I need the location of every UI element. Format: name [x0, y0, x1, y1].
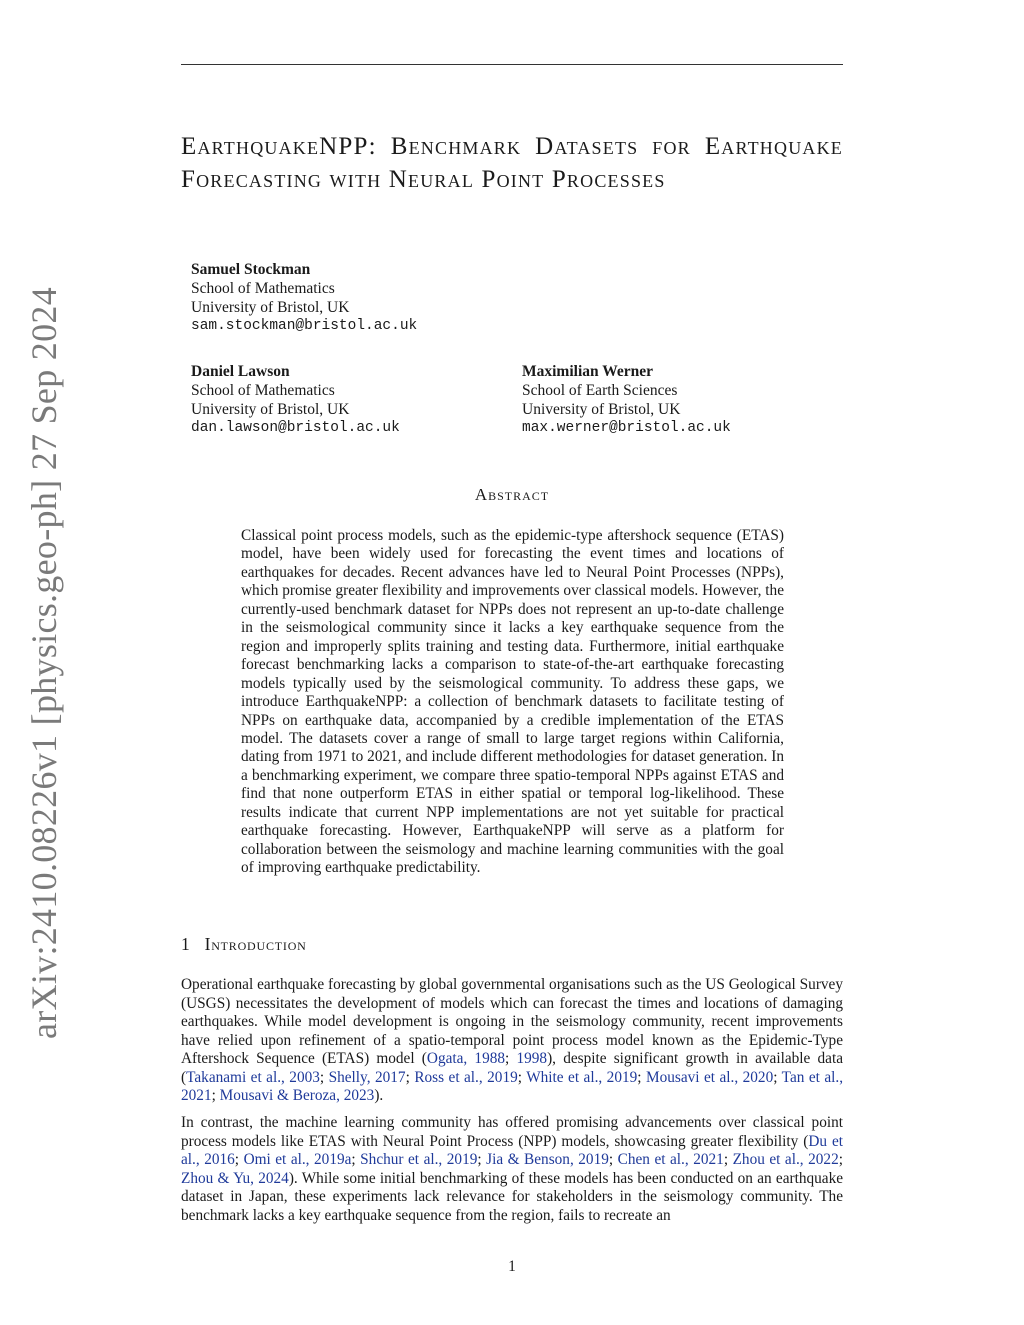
section-number: 1: [181, 934, 191, 954]
citation-separator: ;: [517, 1068, 527, 1086]
paragraph-text: In contrast, the machine learning community has offered promising advancements over classical point process models like ETAS with Neural Point Process (NPP) models, showcasing greater flexibility (: [181, 1114, 843, 1150]
citation-separator: ;: [838, 1151, 843, 1168]
citation-link[interactable]: Ogata, 1988: [426, 1050, 506, 1067]
author-email[interactable]: max.werner@bristol.ac.uk: [522, 420, 731, 436]
citation-link[interactable]: Du et al., 2016: [181, 1132, 843, 1168]
citation-separator: ;: [637, 1068, 646, 1086]
paragraph-text: ), despite significant growth in available data (: [181, 1050, 843, 1086]
author-affiliation: University of Bristol, UK: [191, 299, 350, 316]
citation-link[interactable]: Mousavi et al., 2020: [646, 1068, 774, 1086]
citation-separator: ;: [773, 1068, 782, 1086]
citation-link[interactable]: Jia & Benson, 2019: [486, 1151, 609, 1168]
citation-link[interactable]: Shchur et al., 2019: [360, 1151, 478, 1168]
citation-link[interactable]: Ross et al., 2019: [414, 1068, 518, 1086]
author-block: [191, 260, 417, 336]
citation-link[interactable]: Chen et al., 2021: [617, 1151, 724, 1168]
paragraph-text: Operational earthquake forecasting by global governmental organisations such as the US Geological Survey (USGS) necessitates the development of models which can forecast the times and locations of damaging earthquakes. While model development is ongoing in the seismology community, recent improvements have relied upon refinement of a spatio-temporal point process model known as the Epidemic-Type Aftershock Sequence (ETAS) model (: [181, 976, 843, 1067]
author-name: Samuel Stockman: [191, 261, 311, 278]
citation-link[interactable]: Takanami et al., 2003: [186, 1068, 320, 1086]
section-heading: [181, 934, 307, 955]
citation-separator: ;: [319, 1068, 329, 1086]
citation-link[interactable]: Tan et al., 2021: [181, 1068, 844, 1104]
author-affiliation: University of Bristol, UK: [522, 401, 681, 418]
author-affiliation: University of Bristol, UK: [191, 401, 350, 418]
author-block: [191, 362, 400, 438]
citation-separator: ;: [477, 1151, 487, 1168]
arxiv-identifier-text[interactable]: arXiv:2410.08226v1 [physics.geo-ph] 27 Sep 2024: [24, 286, 64, 1040]
citation-link[interactable]: Mousavi & Beroza, 2023: [219, 1087, 375, 1104]
author-department: School of Mathematics: [191, 382, 335, 399]
abstract-heading: Abstract: [474, 485, 550, 504]
citation-separator: ;: [405, 1068, 415, 1086]
section-title: Introduction: [204, 934, 307, 954]
author-department: School of Mathematics: [191, 280, 335, 297]
citation-separator: ;: [608, 1151, 618, 1168]
intro-paragraph: [181, 1114, 843, 1225]
citation-link[interactable]: Omi et al., 2019a: [243, 1151, 352, 1168]
citation-separator: ;: [211, 1087, 220, 1104]
citation-separator: ;: [351, 1151, 361, 1168]
author-name: Maximilian Werner: [522, 363, 654, 380]
author-email[interactable]: sam.stockman@bristol.ac.uk: [191, 318, 418, 334]
paper-title: EarthquakeNPP: Benchmark Datasets for Earthquake Forecasting with Neural Point Processes: [181, 133, 843, 193]
citation-link[interactable]: Shelly, 2017: [328, 1068, 406, 1086]
citation-link[interactable]: Zhou & Yu, 2024: [181, 1169, 289, 1187]
paragraph-text: ). While some initial benchmarking of these models has been conducted on an earthquake dataset in Japan, these experiments lack relevance for stakeholders in the seismology community. The benchmark lacks a key earthquake sequence from the region, fails to recreate an: [181, 1169, 844, 1224]
author-email[interactable]: dan.lawson@bristol.ac.uk: [191, 420, 400, 436]
abstract-text: Classical point process models, such as the epidemic-type aftershock sequence (ETAS) model, have been widely used for forecasting the event times and locations of earthquakes for decades. Recent advances have led to Neural Point Processes (NPPs), which promise greater flexibility and improvements over classical models. However, the currently-used benchmark dataset for NPPs does not represent an up-to-date challenge in the seismological community since it lacks a key earthquake sequence from the region and improperly splits training and testing data. Furthermore, initial earthquake forecast benchmarking lacks a comparison to state-of-the-art earthquake forecasting models typically used by the seismological community. To address these gaps, we introduce EarthquakeNPP: a collection of benchmark datasets to facilitate testing of NPPs on earthquake data, accompanied by a credible implementation of the ETAS model. The datasets cover a range of small to large target regions within California, dating from 1971 to 2021, and include different methodologies for dataset generation. In a benchmarking experiment, we compare three spatio-temporal NPPs against ETAS and find that none outperform ETAS in either spatial or temporal log-likelihood. These results indicate that current NPP implementations are not yet suitable for practical earthquake forecasting. However, EarthquakeNPP will serve as a platform for collaboration between the seismology and machine learning communities with the goal of improving earthquake predictability.: [241, 527, 784, 877]
top-rule: [181, 64, 843, 65]
citation-link[interactable]: White et al., 2019: [526, 1068, 638, 1086]
paragraph-text: ).: [374, 1087, 384, 1104]
page-number: 1: [508, 1258, 516, 1275]
author-block: [522, 362, 731, 438]
author-department: School of Earth Sciences: [522, 382, 678, 399]
citation-separator: ;: [505, 1050, 517, 1067]
intro-paragraph: [181, 976, 843, 1106]
citation-link[interactable]: Zhou et al., 2022: [732, 1151, 839, 1168]
citation-separator: ;: [234, 1151, 244, 1168]
citation-link[interactable]: 1998: [516, 1050, 548, 1067]
author-name: Daniel Lawson: [191, 363, 290, 380]
citation-separator: ;: [723, 1151, 733, 1168]
